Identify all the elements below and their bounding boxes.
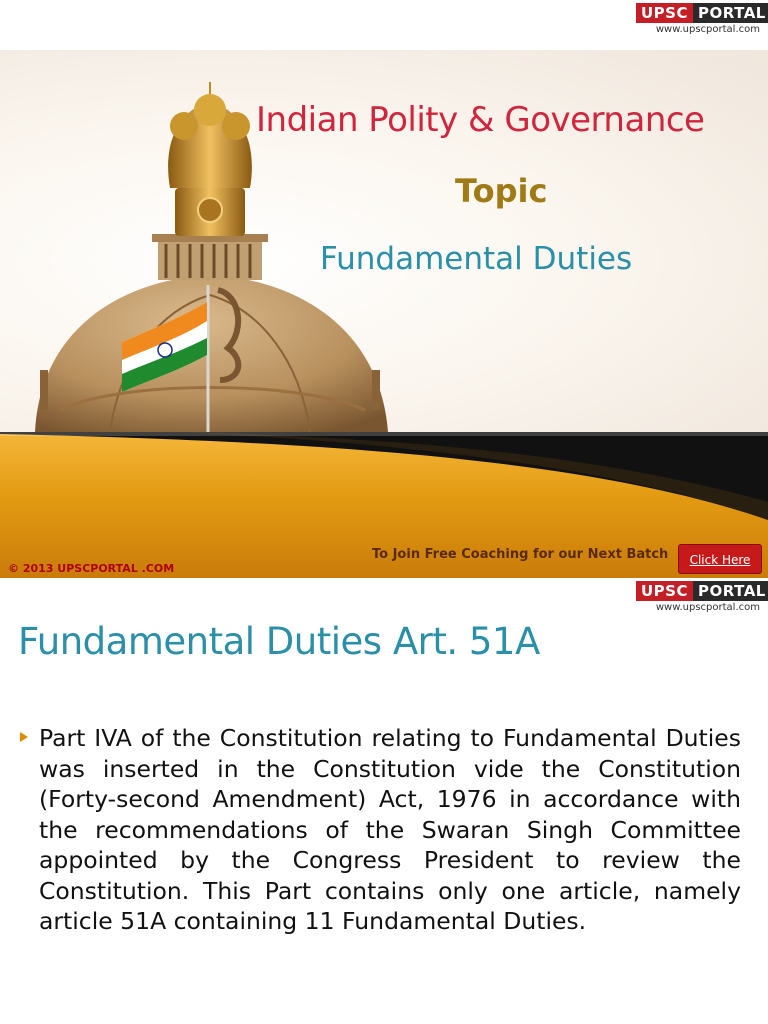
course-title: Indian Polity & Governance <box>256 100 705 140</box>
logo-url: www.upscportal.com <box>655 602 760 613</box>
copyright-text: © 2013 UPSCPORTAL .COM <box>8 562 175 575</box>
upscportal-logo[interactable] <box>636 581 766 614</box>
click-here-button[interactable]: Click Here <box>678 544 762 574</box>
bullet-arrow-icon <box>20 732 28 742</box>
logo-portal-text: PORTAL <box>693 3 768 23</box>
slide-heading: Fundamental Duties Art. 51A <box>18 620 540 663</box>
bullet-text: Part IVA of the Constitution relating to Fundamental Duties was inserted in the Constitution vide the Constitution (Forty-second Amendment) Act, 1976 in accordance with the recommendations of the Swaran Singh Committee appointed by the Congress President to review the Constitution. This Part contains only one article, namely article 51A containing 11 Fundamental Duties. <box>39 724 741 935</box>
topic-label: Topic <box>455 172 548 210</box>
join-coaching-text: To Join Free Coaching for our Next Batch <box>372 547 669 562</box>
logo-portal-text: PORTAL <box>693 581 768 601</box>
logo-url: www.upscportal.com <box>655 24 760 35</box>
topic-title: Fundamental Duties <box>320 241 633 277</box>
slide-fundamental-duties <box>0 578 768 1024</box>
upscportal-logo[interactable] <box>636 3 766 36</box>
banner-wedge <box>0 432 768 522</box>
logo-upsc-text: UPSC <box>636 3 693 23</box>
logo-upsc-text: UPSC <box>636 581 693 601</box>
